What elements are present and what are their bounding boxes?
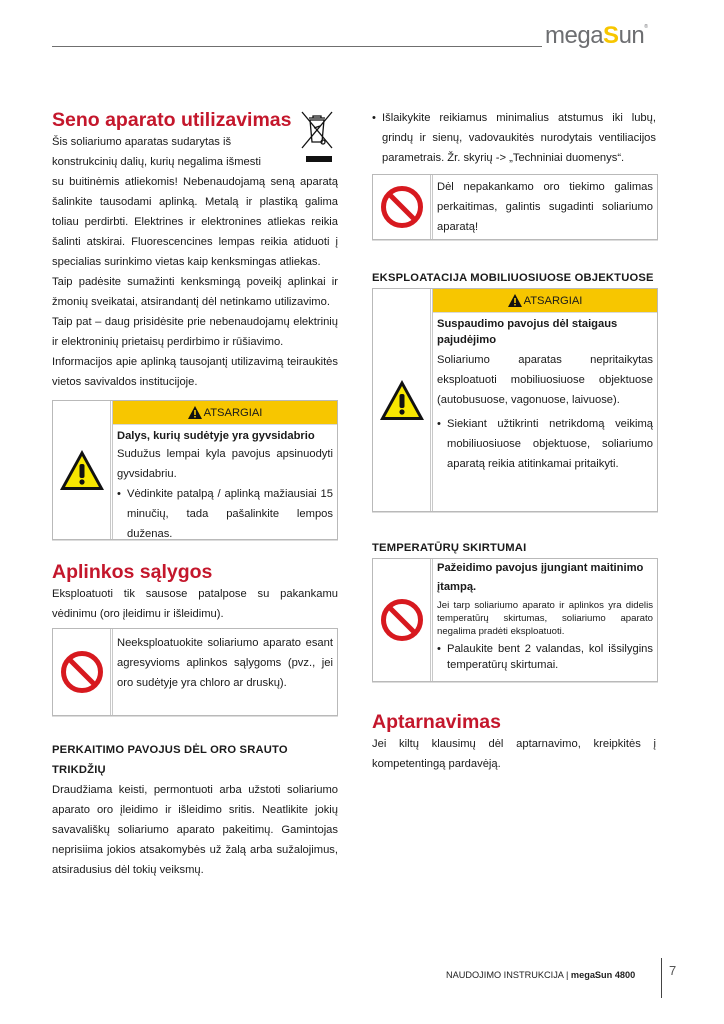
logo-text-un: un: [618, 22, 645, 49]
page-number: 7: [669, 963, 677, 978]
temperature-prohibition-box: [372, 558, 658, 682]
caution-bar: [113, 401, 337, 425]
disposal-heading: Seno aparato utilizavimas: [52, 109, 292, 131]
mobile-heading: EKSPLOATACIJA MOBILIUOSIUOSE OBJEKTUOSE: [372, 272, 654, 284]
mobile-text-cell: [433, 289, 657, 511]
environment-box-text: Neeksploatuokite soliariumo aparato esant agresyvioms aplinkos sąlygoms (pvz., jei oro sudėtyje yra chloro ar druskų).: [117, 637, 333, 689]
footer-instructions-label: NAUDOJIMO INSTRUKCIJA: [446, 970, 564, 980]
caution-bar: [433, 289, 657, 313]
header-rule: [52, 46, 542, 47]
disposal-paragraph-2: Taip padėsite sumažinti kenksmingą poveikį aplinkai ir žmonių sveikatai, atsirandantį dėl netinkamo utilizavimo.: [52, 276, 338, 308]
mercury-caution-box: [52, 400, 338, 540]
temperature-box-title: Pažeidimo pavojus įjungiant maitinimo įtampą.: [437, 562, 644, 593]
caution-label: ATSARGIAI: [523, 294, 583, 307]
left-column: [52, 108, 338, 880]
megasun-logo: [545, 22, 647, 50]
distance-bullet: • Išlaikykite reikiamus minimalius atstumus iki lubų, grindų ir sienų, vadovaukitės nurodytais ventiliacijos parametrais. Žr. skyrių -> „Techniniai duomenys“.: [372, 108, 656, 168]
environment-text: Eksploatuoti tik sausose patalpose su pakankamu vėdinimu (oro įleidimu ir išleidimu).: [52, 588, 338, 620]
warning-icon-cell: [53, 401, 113, 539]
temperature-box-text: Jei tarp soliariumo aparato ir aplinkos yra didelis temperatūrų skirtumas, soliariumo aparato negalima pradėti eksploatuoti.: [437, 600, 653, 637]
disposal-line-2: konstrukcinių dalių, kurių negalima išmesti: [52, 156, 261, 168]
logo-text-s: S: [603, 22, 619, 49]
mercury-box-bullet: • Vėdinkite patalpą / aplinką mažiausiai 15 minučių, tada pašalinkite lempos duženas.: [117, 484, 333, 544]
air-supply-text-cell: [433, 175, 657, 239]
warning-triangle-icon: [58, 448, 106, 492]
mobile-section: [372, 268, 656, 512]
caution-triangle-icon: [508, 294, 522, 307]
air-supply-text: Dėl nepakankamo oro tiekimo galimas perkaitimas, galintis sugadinti soliariumo aparatą!: [437, 181, 653, 233]
prohibition-icon-cell: [373, 559, 433, 681]
caution-triangle-icon: [188, 406, 202, 419]
prohibition-icon-cell: [373, 175, 433, 239]
environment-box-text-cell: [113, 629, 337, 715]
logo-registered-mark: ®: [644, 24, 648, 30]
overheat-heading: PERKAITIMO PAVOJUS DĖL ORO SRAUTO TRIKDŽIŲ: [52, 744, 288, 776]
mobile-box-text: Soliariumo aparatas nepritaikytas eksploatuoti mobiliuosiuose objektuose (autobusuose, vagonuose, laivuose).: [437, 354, 653, 406]
service-heading: Aptarnavimas: [372, 711, 501, 733]
environment-section: [52, 560, 338, 716]
prohibition-icon: [380, 598, 424, 642]
air-supply-prohibition-box: [372, 174, 658, 240]
prohibition-icon-cell: [53, 629, 113, 715]
prohibition-icon: [60, 650, 104, 694]
footer-vertical-rule: [661, 958, 662, 998]
mercury-text-cell: [113, 401, 337, 539]
disposal-paragraph-4: Informacijos apie aplinką tausojantį utilizavimą teiraukitės vietos savivaldos institucijoje.: [52, 356, 338, 388]
weee-crossed-bin-icon: [300, 110, 334, 164]
service-section: [372, 710, 656, 774]
disposal-paragraph-1: su buitinėmis atliekomis! Nebenaudojamą seną aparatą šalinkite tausodami aplinką. Metalą ir plastiką galima toliau perdirbti. Elektrines ir elektronines atliekas reikia šalinti atskirai. Fluorescencines lempas reikia atiduoti į specialias surinkimo vietas kaip kenksmingas atliekas.: [52, 176, 338, 268]
prohibition-icon: [380, 185, 424, 229]
temperature-box-bullet: • Palaukite bent 2 valandas, kol išsilygins temperatūrų skirtumai.: [437, 641, 653, 673]
disposal-paragraph-3: Taip pat – daug prisidėsite prie nebenaudojamų elektrinių ir elektroninių prietaisų perdirbimo ir rūšiavimo.: [52, 316, 338, 348]
overheat-section: [52, 740, 338, 880]
mobile-caution-box: [372, 288, 658, 512]
footer-separator: |: [565, 970, 569, 980]
mercury-box-text: Sudužus lempai kyla pavojus apsinuodyti gyvsidabriu.: [117, 448, 333, 480]
environment-prohibition-box: [52, 628, 338, 716]
disposal-section: [52, 108, 338, 392]
logo-text-mega: mega: [545, 22, 604, 49]
mercury-box-title: Dalys, kurių sudėtyje yra gyvsidabrio: [117, 430, 315, 442]
footer-model: megaSun 4800: [570, 970, 636, 980]
overheat-text: Draudžiama keisti, permontuoti arba užstoti soliariumo aparato oro įleidimo ir išleidimo sritis. Neatlikite jokių savavališkų soliariumo aparato pakeitimų. Gamintojas neprisiima jokios atsakomybės už žalą arba sužalojimus, atsiradusius dėl tokių veiksmų.: [52, 784, 338, 876]
temperature-text-cell: [433, 559, 657, 681]
caution-label: ATSARGIAI: [203, 406, 263, 419]
mobile-box-bullet: • Siekiant užtikrinti netrikdomą veikimą mobiliuosiuose objektuose, soliariumo aparatą reikia atitinkamai pritaikyti.: [437, 414, 653, 474]
mobile-box-title: Suspaudimo pavojus dėl staigaus pajudėjimo: [437, 318, 618, 346]
temperature-heading: TEMPERATŪRŲ SKIRTUMAI: [372, 542, 527, 554]
service-text: Jei kiltų klausimų dėl aptarnavimo, kreipkitės į kompetentingą pardavėją.: [372, 738, 656, 770]
warning-triangle-icon: [378, 378, 426, 422]
warning-icon-cell: [373, 289, 433, 511]
right-column: [372, 108, 656, 774]
footer-doc-label: [446, 970, 635, 980]
environment-heading: Aplinkos sąlygos: [52, 561, 213, 583]
disposal-line-1: Šis soliariumo aparatas sudarytas iš: [52, 136, 232, 148]
temperature-section: [372, 538, 656, 682]
